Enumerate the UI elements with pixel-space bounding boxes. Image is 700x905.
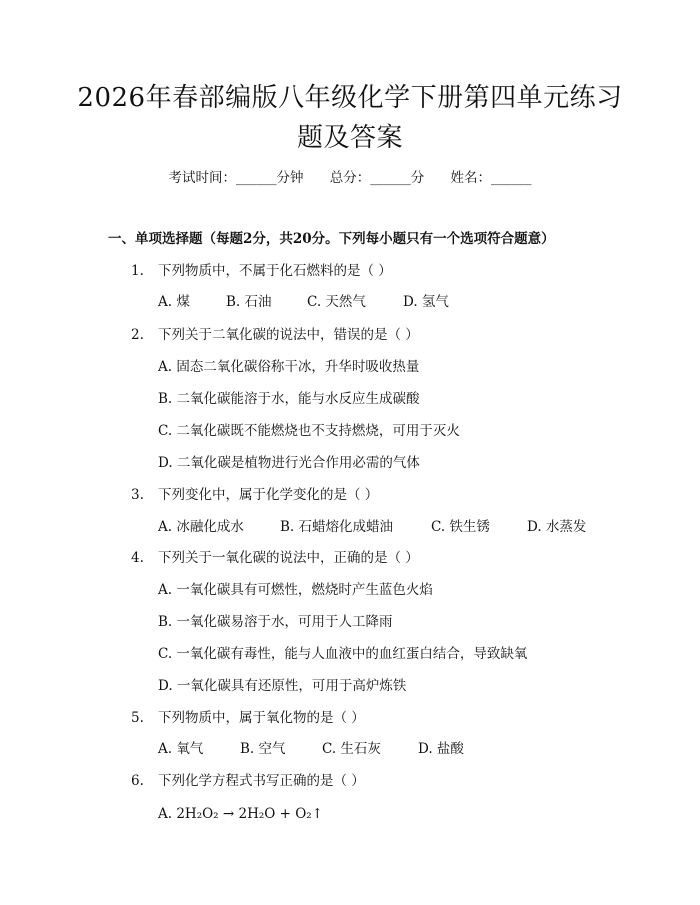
option-c: C. 铁生锈 <box>431 519 490 535</box>
question-text: 下列物质中，属于氧化物的是（ ） <box>158 710 365 726</box>
option-c: C. 一氧化碳有毒性，能与人血液中的血红蛋白结合，导致缺氧 <box>158 646 528 662</box>
option-a: A. 氧气 <box>158 741 204 757</box>
option-d: D. 氢气 <box>403 294 449 310</box>
question-text: 下列化学方程式书写正确的是（ ） <box>158 773 365 789</box>
page-title: 2026年春部编版八年级化学下册第四单元练习题及答案 <box>77 83 623 153</box>
option-d: D. 盐酸 <box>418 741 464 757</box>
question-5 <box>131 708 365 728</box>
question-number: 4. <box>131 550 144 566</box>
option-d: D. 二氧化碳是植物进行光合作用必需的气体 <box>158 455 420 471</box>
options-row-3 <box>158 517 586 537</box>
option-a: A. 2H₂O₂ → 2H₂O + O₂↑ <box>158 806 324 822</box>
option-b: B. 二氧化碳能溶于水，能与水反应生成碳酸 <box>158 391 420 407</box>
option-a: A. 固态二氧化碳俗称干冰，升华时吸收热量 <box>158 359 420 375</box>
option-b: B. 石蜡熔化成蜡油 <box>280 519 394 535</box>
exam-time: 考试时间：______分钟 <box>168 170 304 186</box>
question-number: 5. <box>131 710 144 726</box>
question-1 <box>131 261 392 281</box>
question-2 <box>131 325 419 345</box>
question-text: 下列关于二氧化碳的说法中，错误的是（ ） <box>158 327 419 343</box>
option-d: D. 一氧化碳具有还原性，可用于高炉炼铁 <box>158 678 407 694</box>
option-b: B. 空气 <box>240 741 286 757</box>
option-c: C. 二氧化碳既不能燃烧也不支持燃烧，可用于灭火 <box>158 423 460 439</box>
option-d: D. 水蒸发 <box>527 519 587 535</box>
option-b: B. 一氧化碳易溶于水，可用于人工降雨 <box>158 614 393 630</box>
option-a: A. 煤 <box>158 294 190 310</box>
option-c: C. 天然气 <box>307 294 366 310</box>
question-4 <box>131 548 419 568</box>
question-text: 下列物质中，不属于化石燃料的是（ ） <box>158 263 392 279</box>
exam-score: 总分：______分 <box>329 170 425 186</box>
option-c: C. 生石灰 <box>322 741 381 757</box>
question-text: 下列变化中，属于化学变化的是（ ） <box>158 487 379 503</box>
option-a: A. 冰融化成水 <box>158 519 244 535</box>
question-number: 1. <box>131 263 144 279</box>
options-row-1 <box>158 292 449 312</box>
question-6 <box>131 771 365 791</box>
question-number: 6. <box>131 773 144 789</box>
question-number: 2. <box>131 327 144 343</box>
option-a: A. 一氧化碳具有可燃性，燃烧时产生蓝色火焰 <box>158 582 433 598</box>
section-heading: 一、单项选择题（每题2分，共20分。下列每小题只有一个选项符合题意） <box>108 231 555 247</box>
question-number: 3. <box>131 487 144 503</box>
question-text: 下列关于一氧化碳的说法中，正确的是（ ） <box>158 550 419 566</box>
exam-name: 姓名：______ <box>450 170 532 186</box>
question-3 <box>131 485 378 505</box>
options-row-5 <box>158 739 464 759</box>
option-b: B. 石油 <box>226 294 272 310</box>
exam-meta <box>0 168 700 188</box>
